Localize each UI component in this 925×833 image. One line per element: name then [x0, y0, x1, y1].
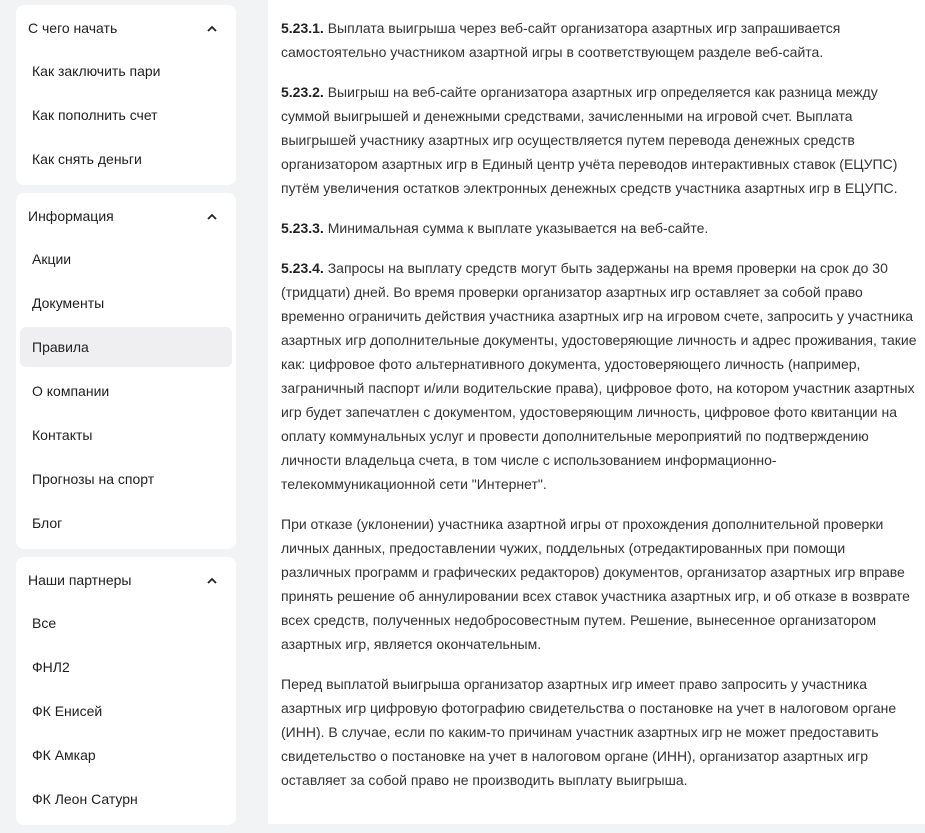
sidebar-item-fnl2[interactable]: ФНЛ2: [32, 659, 70, 675]
section-start: [16, 5, 236, 185]
sidebar-item-fc-leon-saturn[interactable]: ФК Леон Сатурн: [32, 791, 138, 807]
section-info: [16, 193, 236, 549]
rule-text: Минимальная сумма к выплате указывается на веб-сайте.: [323, 220, 709, 236]
section-header-info[interactable]: [20, 197, 232, 235]
sidebar-item-all[interactable]: Все: [32, 615, 57, 631]
rule-paragraph: [281, 256, 917, 496]
rules-content: [268, 0, 925, 824]
sidebar: [16, 5, 236, 833]
section-partners: [16, 557, 236, 825]
sidebar-item-how-to-bet[interactable]: Как заключить пари: [32, 63, 161, 79]
sidebar-item-fc-yenisey[interactable]: ФК Енисей: [32, 703, 103, 719]
rule-paragraph: [281, 512, 917, 656]
sidebar-item-deposit[interactable]: Как пополнить счет: [32, 107, 158, 123]
rule-text: При отказе (уклонении) участника азартной игры от прохождения дополнительной проверки личных данных, предоставлении чужих, поддельных (отредактированных при помощи различных программ и графических редакторов) документов, организатор азартных игр вправе принять решение об аннулировании всех ставок участника азартных игр, и об отказе в возврате всех средств, полученных недобросовестным путем. Решение, вынесенное организатором азартных игр, является окончательным.: [281, 516, 910, 652]
sidebar-item-rules[interactable]: Правила: [20, 327, 232, 367]
section-title: Наши партнеры: [28, 572, 132, 588]
sidebar-item-about[interactable]: О компании: [32, 383, 110, 399]
sidebar-item-contacts[interactable]: Контакты: [32, 427, 93, 443]
rule-paragraph: [281, 672, 917, 792]
sidebar-item-fc-amkar[interactable]: ФК Амкар: [32, 747, 96, 763]
section-title: Информация: [28, 208, 114, 224]
sidebar-item-blog[interactable]: Блог: [32, 515, 63, 531]
rule-text: Запросы на выплату средств могут быть задержаны на время проверки на срок до 30 (тридцати) дней. Во время проверки организатор азартных игр оставляет за собой право временно ограничить действия участника азартных игр на игровом счете, запросить у участника азартных игр дополнительные документы, удостоверяющие личность и адрес проживания, такие как: цифровое фото альтернативного документа, удостоверяющего личность (например, заграничный паспорт и/или водительские права), цифровое фото, на котором участник азартных игр будет запечатлен с документом, удостоверяющим личность, цифровое фото квитанции на оплату коммунальных услуг и провести дополнительные мероприятий по подтверждению личности владельца счета, в том числе с использованием информационно-телекоммуникационной сети "Интернет".: [281, 260, 917, 492]
rule-text: Выигрыш на веб-сайте организатора азартных игр определяется как разница между суммой выигрышей и денежными средствами, зачисленными на игровой счет. Выплата выигрышей участнику азартных игр осуществляется путем перевода денежных средств организатором азартных игр в Единый центр учёта переводов интерактивных ставок (ЕЦУПС) путём увеличения остатков электронных денежных средств участника азартных игр в ЕЦУПС.: [281, 84, 898, 196]
rule-text: Перед выплатой выигрыша организатор азартных игр имеет право запросить у участника азартных игр цифровую фотографию свидетельства о постановке на учет в налоговом органе (ИНН). В случае, если по каким-то причинам участник азартных игр не может предоставить свидетельство о постановке на учет в налоговом органе (ИНН), организатор азартных игр оставляет за собой право не производить выплату выигрыша.: [281, 676, 897, 788]
rule-number: 5.23.4.: [281, 260, 324, 276]
chevron-up-icon[interactable]: [206, 22, 218, 34]
rule-number: 5.23.1.: [281, 20, 324, 36]
sidebar-item-promotions[interactable]: Акции: [32, 251, 72, 267]
chevron-up-icon[interactable]: [206, 574, 218, 586]
sidebar-item-predictions[interactable]: Прогнозы на спорт: [32, 471, 155, 487]
rule-paragraph: [281, 16, 917, 64]
section-title: С чего начать: [28, 20, 118, 36]
rule-number: 5.23.2.: [281, 84, 324, 100]
section-header-start[interactable]: [20, 9, 232, 47]
rule-text: Выплата выигрыша через веб-сайт организатора азартных игр запрашивается самостоятельно участником азартной игры в соответствующем разделе веб-сайта.: [281, 20, 841, 60]
section-header-partners[interactable]: [20, 561, 232, 599]
rule-paragraph: [281, 80, 917, 200]
rule-paragraph: [281, 216, 917, 240]
sidebar-item-withdraw[interactable]: Как снять деньги: [32, 151, 142, 167]
chevron-up-icon[interactable]: [206, 210, 218, 222]
rule-number: 5.23.3.: [281, 220, 324, 236]
sidebar-item-documents[interactable]: Документы: [32, 295, 105, 311]
